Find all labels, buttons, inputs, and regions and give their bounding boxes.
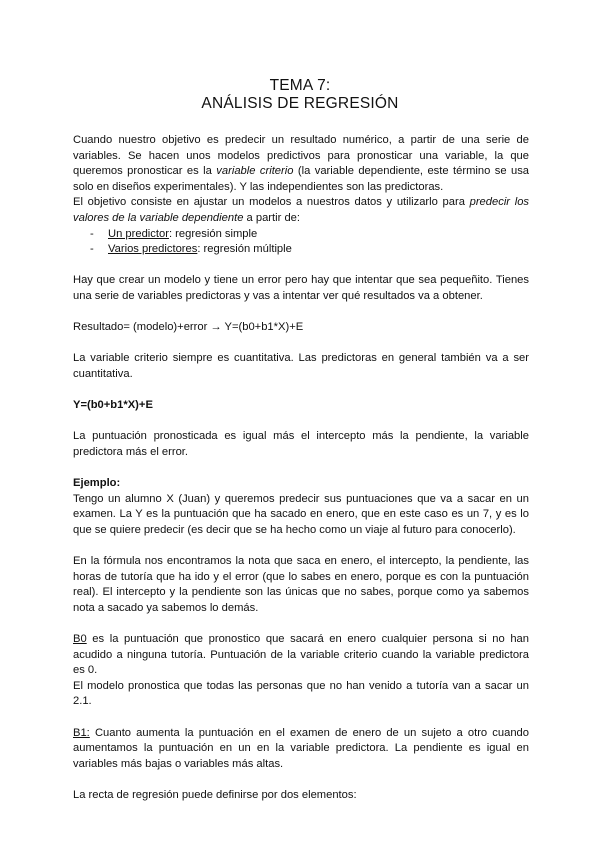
spacer bbox=[73, 414, 529, 430]
document-body bbox=[73, 133, 529, 804]
paragraph-text: es la puntuación que pronostico que sacará en enero cualquier persona si no han acudido a ninguna tutoría. Puntuación de la variable criterio cuando la variable predictora es 0. bbox=[73, 633, 529, 677]
paragraph-model-prediction: El modelo pronostica que todas las personas que no han venido a tutoría van a sacar un 2.1. bbox=[73, 679, 529, 708]
spacer bbox=[73, 460, 529, 476]
document-title-line1: TEMA 7: bbox=[269, 77, 331, 94]
italic-term: predecir los valores de la variable dependiente bbox=[73, 196, 530, 224]
list-item-term: Varios predictores bbox=[108, 243, 198, 256]
paragraph-b1 bbox=[73, 726, 529, 773]
paragraph-formula-explanation: En la fórmula nos encontramos la nota que saca en enero, el intercepto, la pendiente, las horas de tutoría que ha ido y el error (que lo sabes en enero, porque es con la puntuación real). El intercepto y la pendiente son las únicas que no sabes, porque como ya sabemos nota a sacado ya sabemos lo demás. bbox=[73, 555, 529, 614]
paragraph-text: El objetivo consiste en ajustar un modelos a nuestros datos y utilizarlo para bbox=[73, 196, 470, 209]
spacer bbox=[73, 616, 529, 632]
paragraph-text: a partir de: bbox=[243, 211, 301, 224]
regression-types-list bbox=[73, 227, 529, 258]
list-item-text: : regresión múltiple bbox=[197, 243, 292, 256]
spacer bbox=[73, 305, 529, 321]
list-item bbox=[73, 227, 529, 243]
spacer bbox=[73, 258, 529, 274]
example-heading: Ejemplo: bbox=[73, 477, 121, 490]
paragraph-text: (la variable dependiente, este término se usa solo en diseños experimentales). Y las independientes son las predictoras. bbox=[73, 165, 530, 193]
b0-term: B0 bbox=[73, 633, 87, 645]
paragraph-example: Tengo un alumno X (Juan) y queremos predecir sus puntuaciones que va a sacar en un examen. La Y es la puntuación que ha sacado en enero, que en este caso es un 7, y es lo que se quiere predecir (es decir que se ha hecho como un viaje al futuro para conocerlo). bbox=[73, 492, 529, 536]
paragraph-regression-line: La recta de regresión puede definirse por dos elementos: bbox=[73, 788, 357, 801]
document-title-line2: ANÁLISIS DE REGRESIÓN bbox=[201, 95, 399, 112]
paragraph-objective bbox=[73, 195, 529, 226]
b1-term: B1: bbox=[73, 726, 90, 739]
formula-bold: Y=(b0+b1*X)+E bbox=[73, 399, 153, 412]
spacer bbox=[73, 538, 529, 554]
list-item bbox=[73, 242, 529, 258]
spacer bbox=[73, 383, 529, 399]
spacer bbox=[73, 336, 529, 352]
list-item-text: : regresión simple bbox=[168, 227, 258, 240]
paragraph-text: Cuando nuestro objetivo es predecir un resultado numérico, a partir de una serie de variables. Se hacen unos modelos predictivos para pronosticar una variable, la que queremos pronosticar es la bbox=[73, 134, 529, 178]
paragraph-intro bbox=[73, 133, 529, 195]
italic-term: variable criterio bbox=[216, 165, 294, 178]
paragraph-text: Cuanto aumenta la puntuación en el examen de enero de un sujeto a otro cuando aumentamos la puntuación en un en la variable predictora. La pendiente es igual en variables más bajas o variables más altas. bbox=[73, 726, 529, 770]
paragraph-predicted-score: La puntuación pronosticada es igual más el intercepto más la pendiente, la variable predictora más el error. bbox=[73, 430, 529, 458]
list-item-term: Un predictor bbox=[108, 227, 169, 240]
paragraph-criterion: La variable criterio siempre es cuantitativa. Las predictoras en general también va a ser cuantitativa. bbox=[73, 352, 529, 380]
paragraph-b0 bbox=[73, 632, 529, 679]
paragraph-result-formula: Resultado= (modelo)+error → Y=(b0+b1*X)+E bbox=[73, 321, 304, 334]
spacer bbox=[73, 710, 529, 726]
paragraph-model: Hay que crear un modelo y tiene un error pero hay que intentar que sea pequeñito. Tienes una serie de variables predictoras y vas a intentar ver qué resultados va a obtener. bbox=[73, 274, 529, 302]
spacer bbox=[73, 772, 529, 788]
